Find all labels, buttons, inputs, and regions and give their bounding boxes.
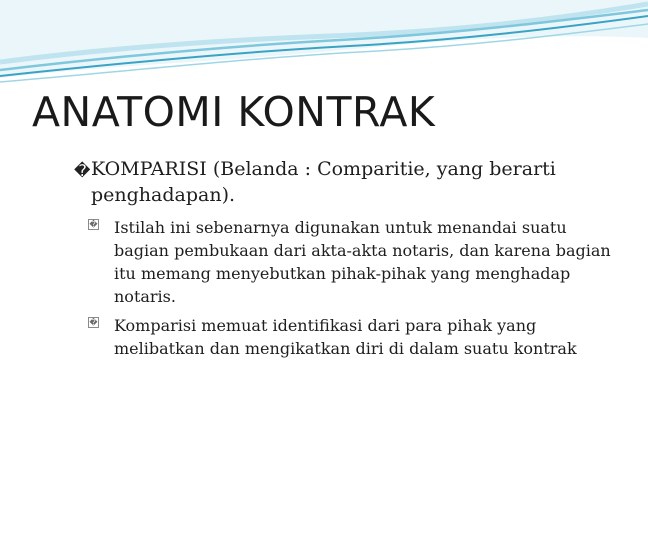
sub-point xyxy=(88,314,619,360)
sub-point-list xyxy=(88,216,619,360)
slide-title: ANATOMI KONTRAK xyxy=(32,88,436,136)
bullet-icon: � xyxy=(89,318,98,327)
sub-point-text: Komparisi memuat identifikasi dari para pihak yang melibatkan dan mengikatkan diri di dalam suatu kontrak xyxy=(114,316,577,358)
slide-content xyxy=(74,156,619,366)
sub-point xyxy=(88,216,619,308)
sub-point-text: Istilah ini sebenarnya digunakan untuk menandai suatu bagian pembukaan dari akta-akta notaris, dan karena bagian itu memang menyebutkan pihak-pihak yang menghadap notaris. xyxy=(114,218,611,306)
bullet-icon: � xyxy=(89,220,98,229)
bullet-icon: � xyxy=(74,161,91,180)
decorative-wave-header xyxy=(0,0,648,90)
main-point-text: KOMPARISI (Belanda : Comparitie, yang berarti penghadapan). xyxy=(91,158,556,206)
main-point xyxy=(74,156,619,208)
